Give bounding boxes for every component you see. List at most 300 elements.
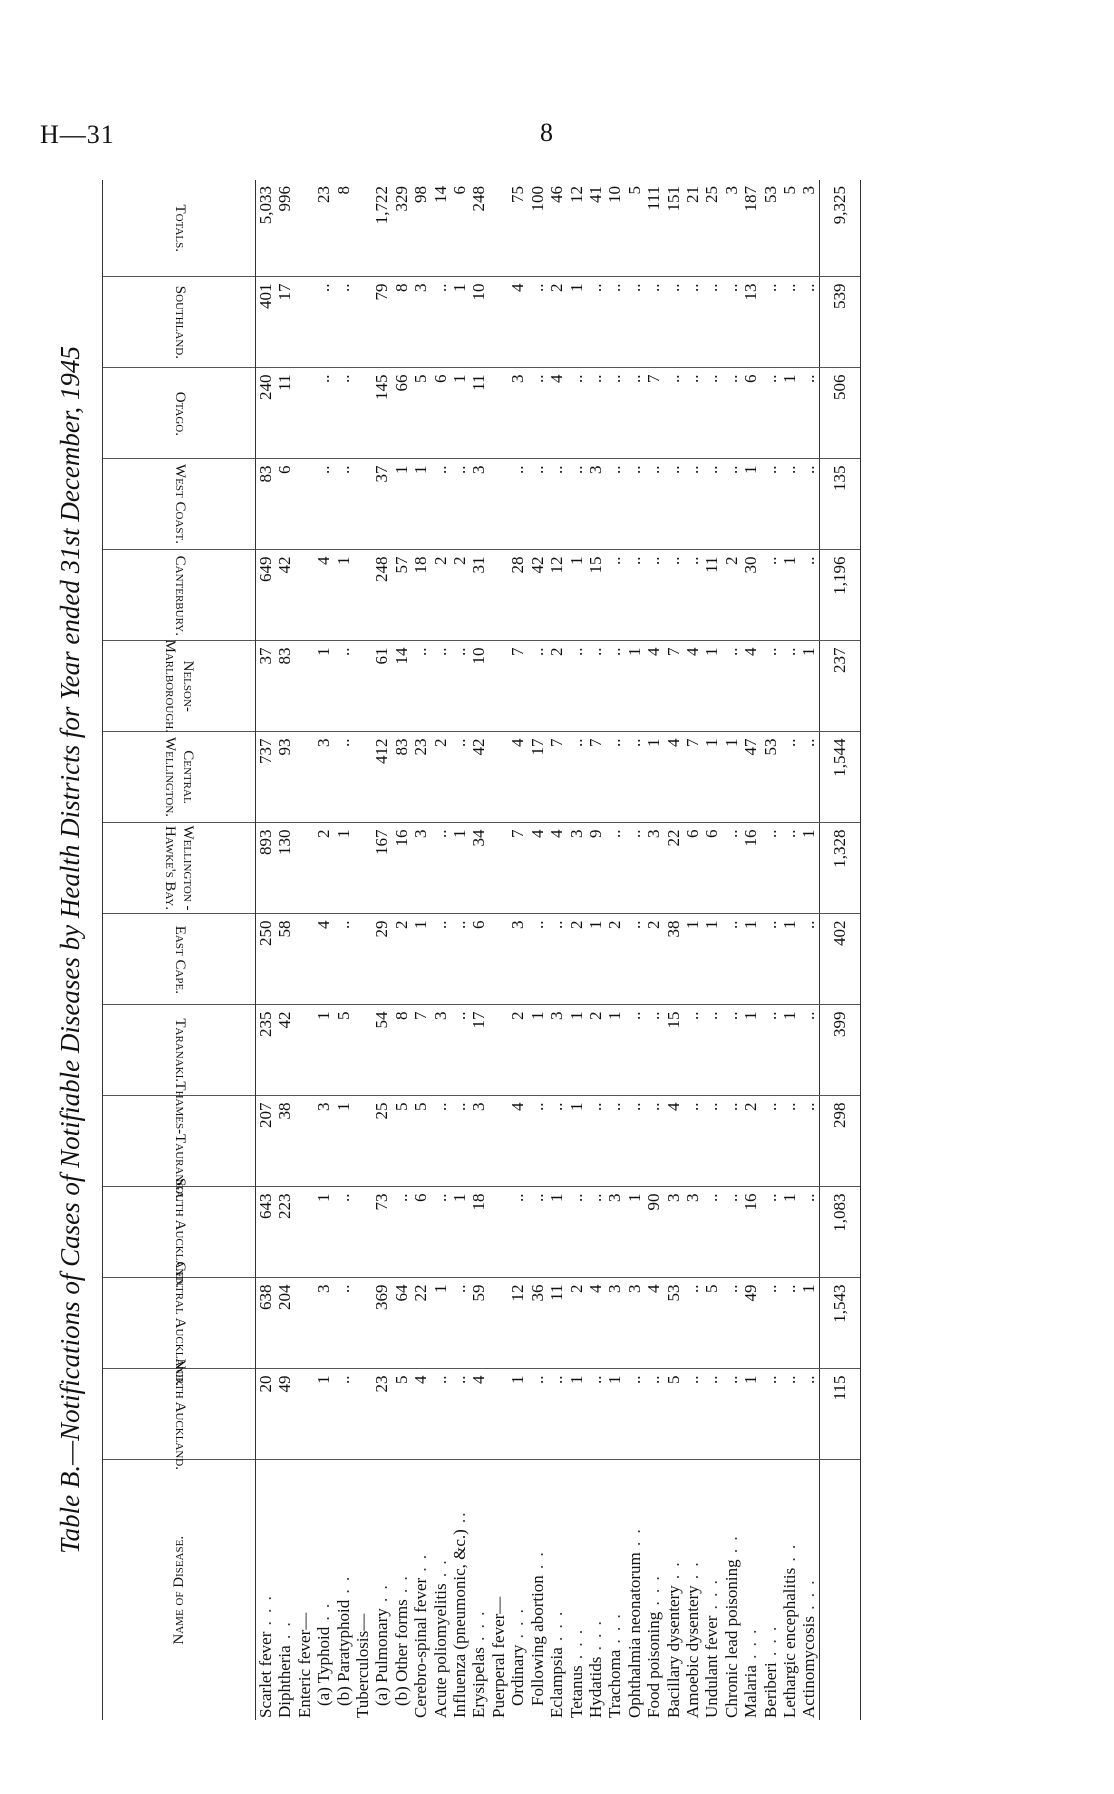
- cell-value: 1: [528, 1005, 547, 1096]
- total-value: 298: [819, 1096, 860, 1187]
- cell-value: 53: [761, 732, 780, 823]
- cell-value: ..: [334, 641, 353, 732]
- cell-value: 25: [372, 1096, 391, 1187]
- cell-value: ..: [799, 459, 819, 550]
- cell-value: [489, 1187, 508, 1278]
- cell-value: ..: [664, 459, 683, 550]
- cell-value: 6: [411, 1187, 430, 1278]
- cell-value: 25: [702, 180, 721, 277]
- cell-value: 223: [275, 1187, 294, 1278]
- cell-value: 130: [275, 823, 294, 914]
- cell-value: ..: [431, 1096, 450, 1187]
- cell-value: 11: [702, 550, 721, 641]
- leader-dots: ..: [450, 1510, 470, 1530]
- cell-value: ..: [586, 277, 605, 368]
- cell-value: 14: [392, 641, 411, 732]
- column-header-district: Central Auckland.: [103, 1278, 256, 1369]
- cell-value: 6: [450, 180, 469, 277]
- disease-name: Eclampsia . . .: [547, 1609, 567, 1718]
- cell-value: 6: [702, 823, 721, 914]
- total-value: 399: [819, 1005, 860, 1096]
- cell-value: ..: [644, 277, 663, 368]
- cell-value: ..: [625, 1096, 644, 1187]
- cell-value: 42: [275, 550, 294, 641]
- cell-value: 13: [741, 277, 760, 368]
- cell-value: 1: [605, 1005, 624, 1096]
- disease-name: Scarlet fever . . .: [256, 1594, 275, 1718]
- table-row: [644, 180, 663, 1720]
- table-row: [799, 180, 819, 1720]
- cell-value: 66: [392, 368, 411, 459]
- cell-value: 23: [314, 180, 333, 277]
- cell-value: ..: [528, 641, 547, 732]
- totals-label-cell: [819, 1460, 860, 1720]
- cell-value: 31: [469, 550, 488, 641]
- cell-value: ..: [450, 1005, 469, 1096]
- disease-name: Hydatids . . .: [585, 1619, 605, 1718]
- cell-value: [353, 180, 372, 277]
- cell-value: ..: [761, 459, 780, 550]
- cell-value: 23: [411, 732, 430, 823]
- cell-value: 6: [431, 368, 450, 459]
- disease-name: Lethargic encephalitis . .: [779, 1542, 799, 1718]
- leader-dots: . .: [682, 1560, 702, 1586]
- cell-value: 1: [780, 1005, 799, 1096]
- cell-value: 75: [508, 180, 527, 277]
- disease-name: Ophthalmia neonatorum . .: [624, 1527, 644, 1718]
- cell-value: ..: [761, 277, 780, 368]
- cell-value: ..: [567, 459, 586, 550]
- cell-value: 7: [644, 368, 663, 459]
- cell-value: [353, 1096, 372, 1187]
- cell-value: ..: [683, 1005, 702, 1096]
- cell-value: 2: [567, 914, 586, 1005]
- cell-value: 16: [741, 1187, 760, 1278]
- cell-value: 2: [741, 1096, 760, 1187]
- cell-value: [295, 823, 314, 914]
- cell-value: ..: [780, 459, 799, 550]
- cell-value: ..: [450, 732, 469, 823]
- cell-value: [353, 1187, 372, 1278]
- cell-value: 4: [683, 641, 702, 732]
- cell-value: 248: [372, 550, 391, 641]
- cell-value: 47: [741, 732, 760, 823]
- cell-value: 1: [722, 732, 741, 823]
- cell-value: 1: [799, 823, 819, 914]
- cell-value: 638: [256, 1278, 276, 1369]
- cell-value: 4: [664, 732, 683, 823]
- cell-value: 3: [411, 823, 430, 914]
- leader-dots: . . .: [256, 1594, 275, 1632]
- cell-value: 5: [411, 368, 430, 459]
- cell-value: 59: [469, 1278, 488, 1369]
- cell-value: 5: [411, 1096, 430, 1187]
- cell-value: ..: [664, 277, 683, 368]
- disease-name: Ordinary . . .: [508, 1607, 528, 1706]
- cell-value: 2: [314, 823, 333, 914]
- cell-value: ..: [702, 1005, 721, 1096]
- cell-value: 893: [256, 823, 276, 914]
- notifications-table: [102, 180, 861, 1720]
- disease-name: Erysipelas . . .: [469, 1609, 489, 1718]
- table-row: [547, 180, 566, 1720]
- cell-value: ..: [761, 1096, 780, 1187]
- cell-value: ..: [334, 914, 353, 1005]
- column-header-name: Name of Disease.: [103, 1460, 256, 1720]
- leader-dots: . .: [430, 1558, 450, 1584]
- cell-value: 4: [508, 277, 527, 368]
- cell-value: ..: [722, 1187, 741, 1278]
- cell-value: 38: [275, 1096, 294, 1187]
- disease-name: Following abortion . .: [527, 1550, 547, 1706]
- cell-value: 1: [586, 914, 605, 1005]
- cell-value: 37: [372, 459, 391, 550]
- leader-dots: . .: [314, 1601, 334, 1627]
- cell-value: ..: [605, 368, 624, 459]
- disease-name: Chronic lead poisoning . .: [721, 1534, 741, 1718]
- cell-value: 207: [256, 1096, 276, 1187]
- cell-value: ..: [392, 1187, 411, 1278]
- cell-value: 5: [392, 1369, 411, 1460]
- cell-value: 18: [411, 550, 430, 641]
- cell-value: ..: [528, 1096, 547, 1187]
- cell-value: ..: [528, 1369, 547, 1460]
- cell-value: 1,722: [372, 180, 391, 277]
- cell-value: 42: [469, 732, 488, 823]
- total-value: 115: [819, 1369, 860, 1460]
- cell-value: [295, 180, 314, 277]
- cell-value: ..: [644, 459, 663, 550]
- cell-value: ..: [625, 1369, 644, 1460]
- cell-value: 5: [780, 180, 799, 277]
- column-header-district: Wellington - Hawke's Bay.: [103, 823, 256, 914]
- disease-name: (b) Other forms . .: [391, 1574, 411, 1706]
- cell-value: 30: [741, 550, 760, 641]
- cell-value: 4: [469, 1369, 488, 1460]
- cell-value: 9: [586, 823, 605, 914]
- cell-value: [295, 641, 314, 732]
- cell-value: 1: [450, 823, 469, 914]
- cell-value: 8: [392, 277, 411, 368]
- cell-value: 12: [508, 1278, 527, 1369]
- table-row: [567, 180, 586, 1720]
- cell-value: 2: [431, 732, 450, 823]
- cell-value: 329: [392, 180, 411, 277]
- cell-value: 22: [411, 1278, 430, 1369]
- cell-value: 643: [256, 1187, 276, 1278]
- cell-value: ..: [644, 550, 663, 641]
- cell-value: [489, 1278, 508, 1369]
- cell-value: [295, 732, 314, 823]
- cell-value: 57: [392, 550, 411, 641]
- total-value: 506: [819, 368, 860, 459]
- cell-value: ..: [334, 1369, 353, 1460]
- cell-value: 7: [508, 641, 527, 732]
- cell-value: 248: [469, 180, 488, 277]
- cell-value: 3: [547, 1005, 566, 1096]
- cell-value: ..: [625, 277, 644, 368]
- cell-value: 1: [683, 914, 702, 1005]
- column-header-district: South Auckland.: [103, 1187, 256, 1278]
- table-row: [372, 180, 391, 1720]
- cell-value: 3: [799, 180, 819, 277]
- cell-value: [489, 368, 508, 459]
- column-header-district: Nelson-Marlborough.: [103, 641, 256, 732]
- leader-dots: . . .: [585, 1619, 605, 1657]
- cell-value: 4: [547, 368, 566, 459]
- leader-dots: . .: [721, 1534, 741, 1560]
- cell-value: ..: [702, 277, 721, 368]
- cell-value: 12: [547, 550, 566, 641]
- cell-value: ..: [761, 1278, 780, 1369]
- cell-value: ..: [722, 368, 741, 459]
- cell-value: [353, 459, 372, 550]
- cell-value: 2: [547, 641, 566, 732]
- cell-value: 1: [702, 641, 721, 732]
- cell-value: 5: [664, 1369, 683, 1460]
- cell-value: 1: [780, 368, 799, 459]
- cell-value: 64: [392, 1278, 411, 1369]
- cell-value: 2: [392, 914, 411, 1005]
- cell-value: ..: [799, 1187, 819, 1278]
- cell-value: 73: [372, 1187, 391, 1278]
- cell-value: 1: [334, 550, 353, 641]
- disease-name: Actinomycosis . . .: [799, 1578, 819, 1718]
- cell-value: ..: [586, 1369, 605, 1460]
- cell-value: 5,033: [256, 180, 276, 277]
- cell-value: [295, 1096, 314, 1187]
- cell-value: [353, 732, 372, 823]
- cell-value: ..: [547, 1369, 566, 1460]
- table-row: [314, 180, 333, 1720]
- cell-value: [489, 1369, 508, 1460]
- cell-value: 3: [625, 1278, 644, 1369]
- cell-value: ..: [722, 641, 741, 732]
- cell-value: 3: [605, 1187, 624, 1278]
- total-value: 1,196: [819, 550, 860, 641]
- cell-value: 3: [567, 823, 586, 914]
- cell-value: 10: [469, 641, 488, 732]
- leader-dots: . .: [411, 1552, 431, 1578]
- cell-value: 53: [664, 1278, 683, 1369]
- cell-value: 1: [741, 459, 760, 550]
- disease-name: Influenza (pneumonic, &c.) ..: [450, 1510, 470, 1718]
- table-row: [334, 180, 353, 1720]
- cell-value: ..: [431, 823, 450, 914]
- column-header-district: North Auckland.: [103, 1369, 256, 1460]
- cell-value: 37: [256, 641, 276, 732]
- cell-value: 369: [372, 1278, 391, 1369]
- cell-value: 4: [528, 823, 547, 914]
- cell-value: ..: [644, 1096, 663, 1187]
- cell-value: ..: [528, 459, 547, 550]
- cell-value: ..: [314, 277, 333, 368]
- cell-value: 15: [664, 1005, 683, 1096]
- leader-dots: . .: [779, 1542, 799, 1568]
- table-row: [586, 180, 605, 1720]
- cell-value: 1: [431, 1278, 450, 1369]
- cell-value: 83: [275, 641, 294, 732]
- cell-value: 61: [372, 641, 391, 732]
- cell-value: [295, 277, 314, 368]
- cell-value: 4: [508, 1096, 527, 1187]
- cell-value: 240: [256, 368, 276, 459]
- cell-value: ..: [586, 1096, 605, 1187]
- leader-dots: . . .: [760, 1624, 780, 1663]
- cell-value: 54: [372, 1005, 391, 1096]
- cell-value: 996: [275, 180, 294, 277]
- cell-value: ..: [314, 368, 333, 459]
- column-header-district: Canterbury.: [103, 550, 256, 641]
- cell-value: 1: [547, 1187, 566, 1278]
- cell-value: ..: [605, 732, 624, 823]
- cell-value: [489, 1005, 508, 1096]
- cell-value: ..: [586, 368, 605, 459]
- cell-value: [353, 641, 372, 732]
- cell-value: 1: [780, 914, 799, 1005]
- cell-value: ..: [450, 1096, 469, 1187]
- cell-value: 11: [469, 368, 488, 459]
- cell-value: 7: [547, 732, 566, 823]
- cell-value: ..: [683, 1278, 702, 1369]
- cell-value: ..: [431, 914, 450, 1005]
- cell-value: ..: [508, 459, 527, 550]
- cell-value: 49: [275, 1369, 294, 1460]
- cell-value: 1: [799, 641, 819, 732]
- table-row: [761, 180, 780, 1720]
- total-value: 1,544: [819, 732, 860, 823]
- cell-value: ..: [605, 277, 624, 368]
- cell-value: 401: [256, 277, 276, 368]
- leader-dots: . . .: [469, 1609, 489, 1648]
- cell-value: ..: [605, 459, 624, 550]
- cell-value: ..: [761, 914, 780, 1005]
- cell-value: ..: [780, 641, 799, 732]
- page-number: 8: [540, 118, 553, 147]
- cell-value: 7: [683, 732, 702, 823]
- cell-value: ..: [431, 459, 450, 550]
- cell-value: ..: [799, 914, 819, 1005]
- cell-value: [295, 1005, 314, 1096]
- cell-value: 29: [372, 914, 391, 1005]
- cell-value: 1: [334, 823, 353, 914]
- cell-value: [295, 1369, 314, 1460]
- cell-value: 1: [450, 368, 469, 459]
- cell-value: 145: [372, 368, 391, 459]
- leader-dots: . . .: [605, 1612, 625, 1650]
- disease-name: Bacillary dysentery . .: [663, 1560, 683, 1718]
- table-row: [508, 180, 527, 1720]
- cell-value: [353, 368, 372, 459]
- cell-value: 20: [256, 1369, 276, 1460]
- disease-name: Enteric fever—: [294, 1612, 314, 1718]
- cell-value: 412: [372, 732, 391, 823]
- cell-value: 16: [392, 823, 411, 914]
- cell-value: 3: [411, 277, 430, 368]
- leader-dots: . . .: [799, 1578, 819, 1616]
- cell-value: 1: [411, 459, 430, 550]
- cell-value: 83: [392, 732, 411, 823]
- cell-value: ..: [683, 459, 702, 550]
- disease-name: Puerperal fever—: [488, 1596, 508, 1718]
- cell-value: 1: [780, 1187, 799, 1278]
- column-header-district: Otago.: [103, 368, 256, 459]
- cell-value: ..: [334, 459, 353, 550]
- leader-dots: . .: [372, 1583, 392, 1609]
- cell-value: 4: [314, 914, 333, 1005]
- cell-value: ..: [334, 368, 353, 459]
- cell-value: 7: [508, 823, 527, 914]
- column-header-district: Taranaki.: [103, 1005, 256, 1096]
- disease-name: Food poisoning . . .: [644, 1574, 664, 1718]
- table-row: [392, 180, 411, 1720]
- cell-value: [295, 459, 314, 550]
- cell-value: ..: [431, 1187, 450, 1278]
- cell-value: ..: [780, 1369, 799, 1460]
- cell-value: ..: [799, 1096, 819, 1187]
- disease-name: (b) Paratyphoid . .: [333, 1574, 353, 1706]
- cell-value: 98: [411, 180, 430, 277]
- cell-value: ..: [780, 732, 799, 823]
- cell-value: ..: [761, 1005, 780, 1096]
- cell-value: 12: [567, 180, 586, 277]
- cell-value: ..: [644, 1005, 663, 1096]
- disease-name: Acute poliomyelitis . .: [430, 1558, 450, 1718]
- cell-value: 1: [644, 732, 663, 823]
- cell-value: 42: [528, 550, 547, 641]
- cell-value: 2: [605, 914, 624, 1005]
- cell-value: 28: [508, 550, 527, 641]
- table-row: [683, 180, 702, 1720]
- disease-name: Beriberi . . .: [760, 1624, 780, 1718]
- cell-value: 204: [275, 1278, 294, 1369]
- cell-value: 4: [644, 1278, 663, 1369]
- table-row: [605, 180, 624, 1720]
- cell-value: 8: [392, 1005, 411, 1096]
- cell-value: [489, 180, 508, 277]
- cell-value: 4: [741, 641, 760, 732]
- disease-name: Cerebro-spinal fever . .: [411, 1552, 431, 1718]
- cell-value: ..: [761, 1369, 780, 1460]
- cell-value: 3: [508, 368, 527, 459]
- leader-dots: . .: [333, 1574, 353, 1600]
- cell-value: 22: [664, 823, 683, 914]
- table-row: [295, 180, 314, 1720]
- cell-value: ..: [625, 368, 644, 459]
- cell-value: ..: [567, 641, 586, 732]
- cell-value: ..: [314, 459, 333, 550]
- cell-value: 3: [431, 1005, 450, 1096]
- cell-value: ..: [625, 914, 644, 1005]
- cell-value: ..: [528, 1187, 547, 1278]
- column-header-district: Southland.: [103, 277, 256, 368]
- cell-value: ..: [722, 1096, 741, 1187]
- cell-value: ..: [567, 368, 586, 459]
- cell-value: 250: [256, 914, 276, 1005]
- cell-value: 1: [567, 1369, 586, 1460]
- cell-value: 1: [567, 1096, 586, 1187]
- cell-value: ..: [683, 368, 702, 459]
- cell-value: 5: [392, 1096, 411, 1187]
- cell-value: 1: [567, 277, 586, 368]
- cell-value: ..: [450, 1278, 469, 1369]
- cell-value: ..: [547, 459, 566, 550]
- cell-value: [353, 823, 372, 914]
- cell-value: ..: [334, 1278, 353, 1369]
- cell-value: 1: [702, 732, 721, 823]
- cell-value: 6: [469, 914, 488, 1005]
- column-header-district: West Coast.: [103, 459, 256, 550]
